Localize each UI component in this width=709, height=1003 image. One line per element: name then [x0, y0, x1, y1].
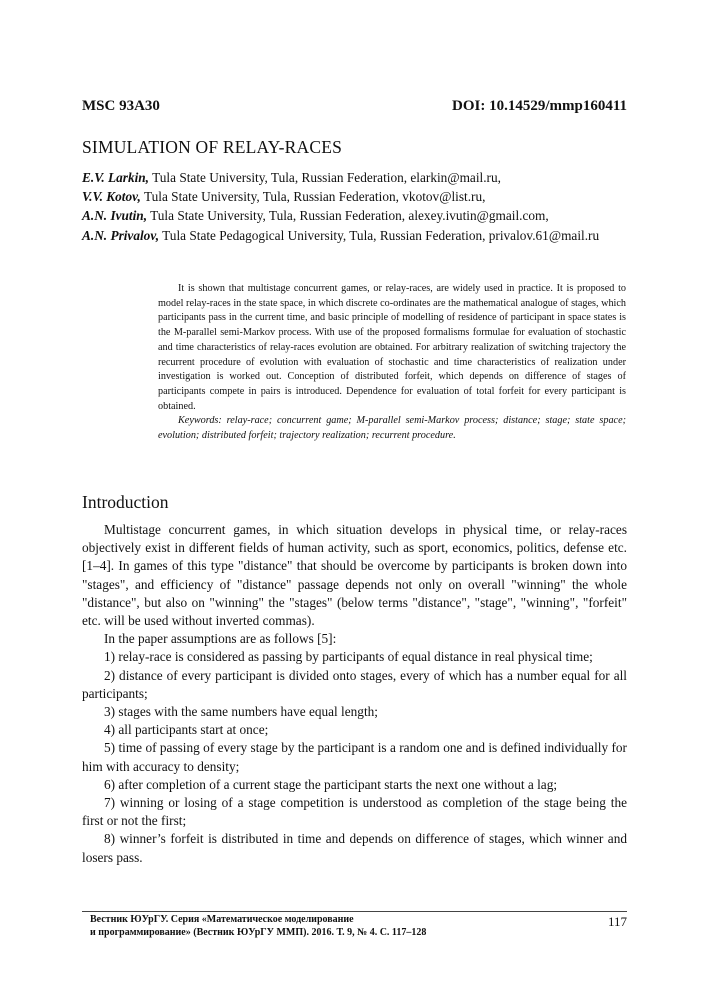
author-affiliation: Tula State Pedagogical University, Tula, Russian Federation, privalov.61@mail.ru [159, 227, 600, 243]
paragraph: Multistage concurrent games, in which situation develops in physical time, or relay-races objectively exist in different fields of human activity, such as sport, economics, politics, defense etc. [1–4]. In games of this type "distance" that should be overcome by participants is broken down into "stages", and efficiency of "distance" passage depends not only on overall "winning" the whole "distance", but also on "winning" the "stages" (below terms "distance", "stage", "winning", "forfeit" etc. will be used without inverted commas). [82, 522, 627, 629]
list-item: 7) winning or losing of a stage competition is understood as completion of the stage being the first or not the first; [82, 795, 627, 829]
list-item: 8) winner’s forfeit is distributed in time and depends on difference of stages, which winner and losers pass. [82, 831, 627, 865]
section-heading-introduction: Introduction [82, 492, 169, 512]
paper-title: SIMULATION OF RELAY-RACES [82, 137, 343, 157]
list-item: 3) stages with the same numbers have equal length; [104, 704, 378, 720]
list-item: 1) relay-race is considered as passing by participants of equal distance in real physical time; [104, 649, 593, 665]
author-name: V.V. Kotov, [82, 189, 141, 205]
abstract [158, 282, 626, 444]
author-name: A.N. Ivutin, [82, 208, 148, 224]
keywords-label: Keywords: [178, 415, 222, 427]
journal-line: и программирование» (Вестник ЮУрГУ ММП). 2016. Т. 9, № 4. С. 117–128 [90, 927, 427, 938]
list-item: 4) all participants start at once; [104, 722, 269, 738]
keywords [158, 414, 626, 443]
author-affiliation: Tula State University, Tula, Russian Federation, vkotov@list.ru, [140, 189, 486, 205]
list-item: 5) time of passing of every stage by the participant is a random one and is defined individually for him with accuracy to density; [82, 740, 627, 774]
author-entry [82, 168, 627, 187]
page-number: 117 [607, 914, 627, 929]
list-item: 6) after completion of a current stage the participant starts the next one without a lag; [104, 776, 558, 792]
page-footer [82, 911, 627, 938]
abstract-text: It is shown that multistage concurrent games, or relay-races, are widely used in practice. It is proposed to model relay-races in the state space, in which discrete co-ordinates are the mathematical analogue of stages, which participants pass in the current time, and basic principle of modelling of residence of participant in space states is the M-parallel semi-Markov process. With use of the proposed formalisms formulae for evaluation of stochastic and time characteristics of relay-races evolution are obtained. For arbitrary realization of switching trajectory the recurrent procedure of evolution with evaluation of stochastic and time characteristics of realization under investigation is worked out. Conception of distributed forfeit, which depends on difference of stages of participants compete in pairs is introduced. Dependence for evaluation of total forfeit for every participant is obtained. [158, 283, 626, 412]
introduction-body [82, 521, 627, 867]
author-entry [82, 187, 627, 206]
author-name: A.N. Privalov, [82, 227, 160, 243]
author-list [82, 168, 627, 245]
doi: DOI: 10.14529/mmp160411 [451, 98, 627, 114]
journal-line: Вестник ЮУрГУ. Серия «Математическое моделирование [90, 914, 354, 925]
author-entry [82, 206, 627, 225]
author-affiliation: Tula State University, Tula, Russian Federation, alexey.ivutin@gmail.com, [147, 208, 549, 224]
list-item: 2) distance of every participant is divided onto stages, every of which has a number equal for all participants; [82, 667, 627, 701]
journal-citation [90, 913, 426, 939]
paragraph: In the paper assumptions are as follows [5]: [104, 631, 337, 647]
author-name: E.V. Larkin, [82, 170, 150, 185]
author-affiliation: Tula State University, Tula, Russian Federation, elarkin@mail.ru, [149, 170, 501, 185]
keywords-list: relay-race; concurrent game; M-parallel semi-Markov process; distance; stage; state space; evolution; distributed forfeit; trajectory realization; recurrent procedure. [158, 415, 626, 442]
author-entry [82, 226, 627, 245]
msc-code: MSC 93A30 [82, 98, 160, 114]
